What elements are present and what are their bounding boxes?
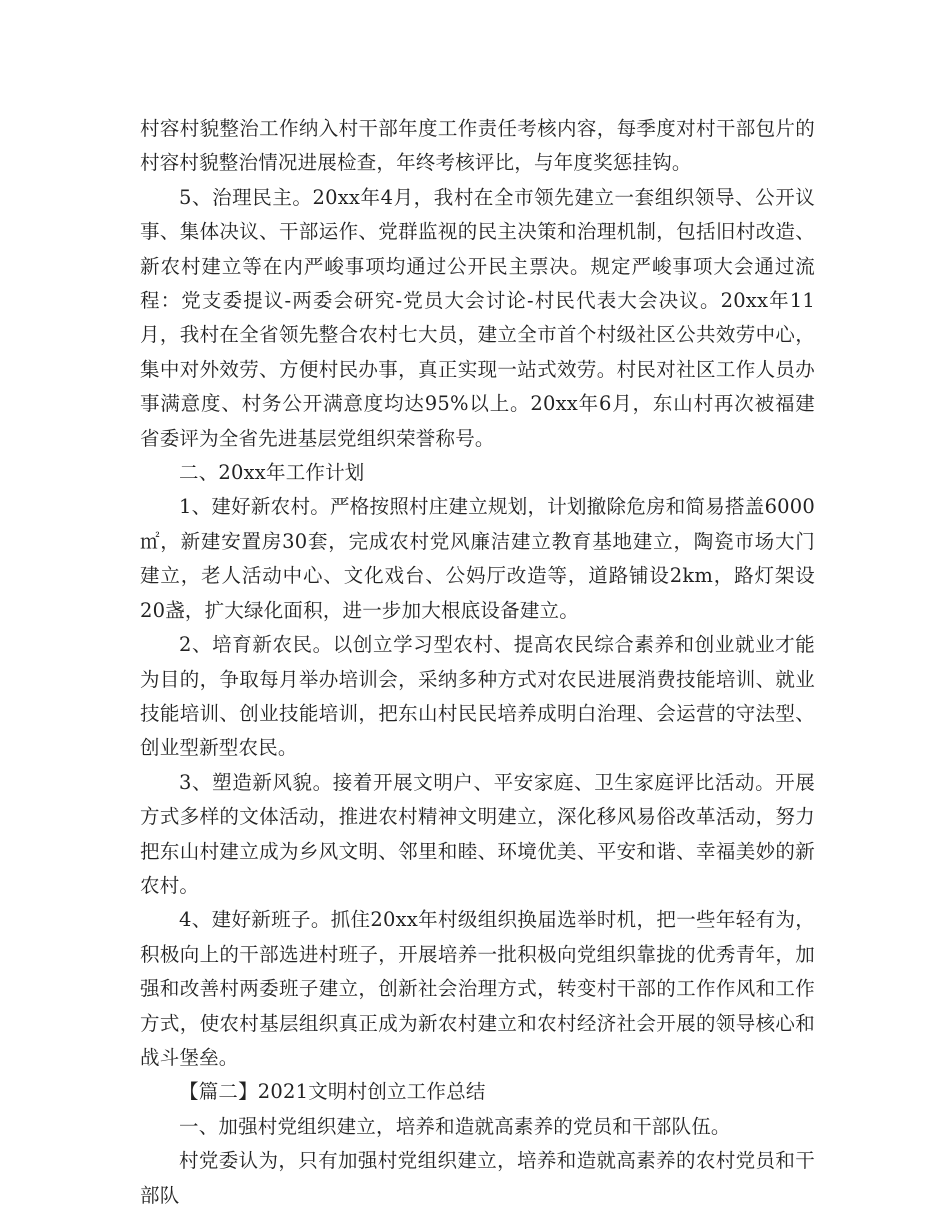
article-heading-part-two: 【篇二】2021文明村创立工作总结 xyxy=(179,1080,486,1104)
section-heading-work-plan: 二、20xx年工作计划 xyxy=(179,461,365,485)
paragraph-village-appearance-assessment: 村容村貌整治工作纳入村干部年度工作责任考核内容，每季度对村干部包片的村容村貌整治情况进展检查，年终考核评比，与年度奖惩挂钩。 xyxy=(140,117,815,175)
section-heading-party-building: 一、加强村党组织建立，培养和造就高素养的党员和干部队伍。 xyxy=(179,1114,731,1138)
paragraph-build-new-team: 4、建好新班子。抓住20xx年村级组织换届选举时机，把一些年轻有为，积极向上的干部选进村班子，开展培养一批积极向党组织靠拢的优秀青年，加强和改善村两委班子建立，创新社会治理方式，转变村干部的工作作风和工作方式，使农村基层组织真正成为新农村建立和农村经济社会开展的领导核心和战斗堡垒。 xyxy=(140,908,815,1069)
paragraph-shape-new-style: 3、塑造新风貌。接着开展文明户、平安家庭、卫生家庭评比活动。开展方式多样的文体活动，推进农村精神文明建立，深化移风易俗改革活动，努力把东山村建立成为乡风文明、邻里和睦、环境优美、平安和谐、幸福美妙的新农村。 xyxy=(140,770,815,897)
paragraph-build-new-village: 1、建好新农村。严格按照村庄建立规划，计划撤除危房和简易搭盖6000㎡，新建安置房30套，完成农村党风廉洁建立教育基地建立，陶瓷市场大门建立，老人活动中心、文化戏台、公妈厅改造等，道路铺设2km，路灯架设20盏，扩大绿化面积，进一步加大根底设备建立。 xyxy=(140,495,815,622)
paragraph-democratic-governance: 5、治理民主。20xx年4月，我村在全市领先建立一套组织领导、公开议事、集体决议、干部运作、党群监视的民主决策和治理机制，包括旧村改造、新农村建立等在内严峻事项均通过公开民主票决。规定严峻事项大会通过流程：党支委提议-两委会研究-党员大会讨论-村民代表大会决议。20xx年11月，我村在全省领先整合农村七大员，建立全市首个村级社区公共效劳中心，集中对外效劳、方便村民办事，真正实现一站式效劳。村民对社区工作人员办事满意度、村务公开满意度均达95%以上。20xx年6月，东山村再次被福建省委评为全省先进基层党组织荣誉称号。 xyxy=(140,185,815,450)
paragraph-cultivate-new-farmers: 2、培育新农民。以创立学习型农村、提高农民综合素养和创业就业才能为目的，争取每月举办培训会，采纳多种方式对农民进展消费技能培训、就业技能培训、创业技能培训，把东山村民民培养成明白治理、会运营的守法型、创业型新型农民。 xyxy=(140,633,815,760)
paragraph-party-committee-view: 村党委认为，只有加强村党组织建立，培养和造就高素养的农村党员和干部队 xyxy=(140,1149,815,1207)
document-body xyxy=(140,112,815,1213)
